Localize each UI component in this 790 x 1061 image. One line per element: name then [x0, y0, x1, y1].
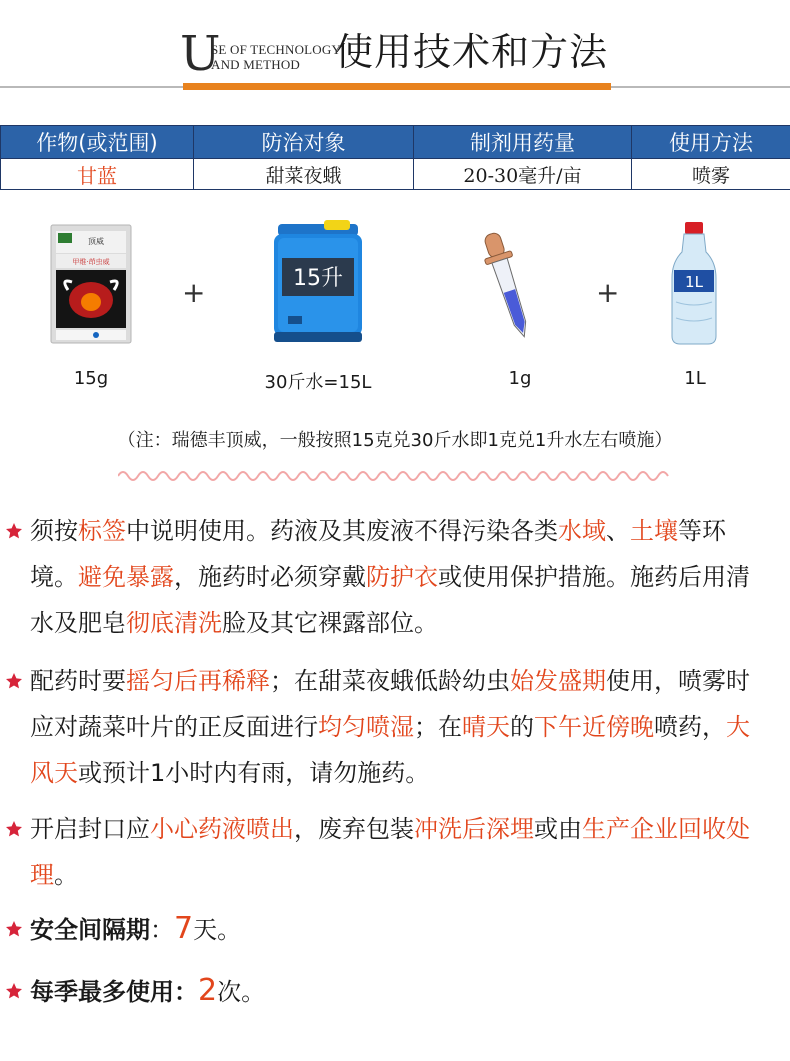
star-bullet-icon [4, 806, 24, 852]
plus-sign-1: + [182, 276, 206, 309]
table-header-method: 使用方法 [632, 126, 790, 159]
p3-text-1: 开启封口应 [30, 815, 150, 843]
safety-interval-value: 7 [174, 911, 194, 946]
p1-highlight-label: 标签 [78, 517, 126, 545]
star-bullet-icon [4, 508, 24, 554]
packet-brand-text: 顶威 [88, 237, 104, 246]
dropper-image [482, 228, 542, 344]
safety-interval-label: 安全间隔期 [30, 916, 150, 944]
table-row [1, 159, 790, 190]
table-header-row [1, 126, 790, 159]
bottle-volume-label: 1L [685, 273, 703, 291]
p1-text-2: 中说明使用。药液及其废液不得污染各类 [126, 517, 558, 545]
p1-highlight-thorough-wash: 彻底清洗 [126, 609, 222, 637]
p2-text-2: ；在甜菜夜蛾低龄幼虫 [270, 667, 510, 695]
table-header-dosage: 制剂用药量 [414, 126, 632, 159]
plus-sign-2: + [596, 276, 620, 309]
p1-text-7: 脸及其它裸露部位。 [222, 609, 438, 637]
p2-text-1: 配药时要 [30, 667, 126, 695]
p1-text-5: ，施药时必须穿戴 [174, 563, 366, 591]
p3-highlight-careful: 小心药液喷出 [150, 815, 294, 843]
table-cell-method: 喷雾 [632, 159, 790, 190]
header-initial: U [180, 26, 221, 82]
max-use-value: 2 [198, 973, 218, 1008]
p2-highlight-sunny: 晴天 [462, 713, 510, 741]
table-cell-target: 甜菜夜蛾 [194, 159, 414, 190]
p1-text-3: 、 [606, 517, 630, 545]
header-accent-bar [183, 83, 611, 90]
p3-text-2: ，废弃包装 [294, 815, 414, 843]
instruction-paragraph-3 [30, 806, 750, 898]
star-bullet-icon [4, 658, 24, 704]
caption-bottle: 1L [684, 368, 706, 389]
p2-text-3: 使用，喷雾时应对蔬菜叶片的正反面进行 [30, 667, 750, 741]
header-english-line2: AND METHOD [211, 57, 301, 72]
p2-text-6: 喷药， [654, 713, 726, 741]
caption-dropper: 1g [508, 368, 532, 389]
star-bullet-icon [4, 906, 24, 952]
caption-tank: 30斤水=15L [264, 372, 372, 393]
pesticide-packet-image [50, 224, 132, 344]
p1-text-4: 等环境。 [30, 517, 726, 591]
p1-text-1: 须按 [30, 517, 78, 545]
p2-text-7: 或预计1小时内有雨，请勿施药。 [78, 759, 430, 787]
p3-text-4: 。 [54, 861, 78, 889]
max-use-unit: 次。 [217, 978, 266, 1006]
p2-highlight-windy: 大风天 [30, 713, 750, 787]
safety-interval-unit: 天。 [193, 916, 242, 944]
p1-text-6: 或使用保护措施。施药后用清水及肥皂 [30, 563, 750, 637]
p2-text-4: ；在 [414, 713, 462, 741]
water-bottle-image [668, 222, 720, 346]
usage-table [0, 125, 790, 190]
instruction-paragraph-2 [30, 658, 750, 796]
tank-volume-label: 15升 [293, 266, 343, 291]
p2-highlight-even-spray: 均匀喷湿 [318, 713, 414, 741]
p3-highlight-bury: 冲洗后深埋 [414, 815, 534, 843]
max-use-per-season [30, 968, 750, 1015]
page-title: 使用技术和方法 [335, 30, 609, 74]
safety-interval-colon: ： [150, 916, 174, 944]
max-use-label: 每季最多使用： [30, 978, 198, 1006]
p3-highlight-recycle: 生产企业回收处理 [30, 815, 750, 889]
star-bullet-icon [4, 968, 24, 1014]
caption-packet: 15g [73, 368, 109, 389]
instruction-paragraph-1 [30, 508, 750, 646]
p2-highlight-shake: 摇匀后再稀释 [126, 667, 270, 695]
wave-divider [118, 466, 672, 486]
table-cell-dosage: 20-30毫升/亩 [414, 159, 632, 190]
p1-highlight-avoid-exposure: 避免暴露 [78, 563, 174, 591]
sprayer-tank-image [268, 220, 368, 344]
safety-interval [30, 906, 750, 953]
p1-highlight-water: 水域 [558, 517, 606, 545]
p1-highlight-protective-clothing: 防护衣 [366, 563, 438, 591]
p2-text-5: 的 [510, 713, 534, 741]
p2-highlight-peak: 始发盛期 [510, 667, 606, 695]
dilution-note: （注：瑞德丰顶威，一般按照15克兑30斤水即1克兑1升水左右喷施） [117, 430, 673, 451]
header-english-title [211, 42, 341, 72]
p3-text-3: 或由 [534, 815, 582, 843]
table-cell-crop: 甘蓝 [1, 159, 194, 190]
p2-highlight-evening: 下午近傍晚 [534, 713, 654, 741]
table-header-crop: 作物(或范围) [1, 126, 194, 159]
packet-product-text: 甲维·茚虫威 [72, 258, 110, 266]
header-english-line1: SE OF TECHNOLOGY [211, 42, 342, 57]
p1-highlight-soil: 土壤 [630, 517, 678, 545]
table-header-target: 防治对象 [194, 126, 414, 159]
